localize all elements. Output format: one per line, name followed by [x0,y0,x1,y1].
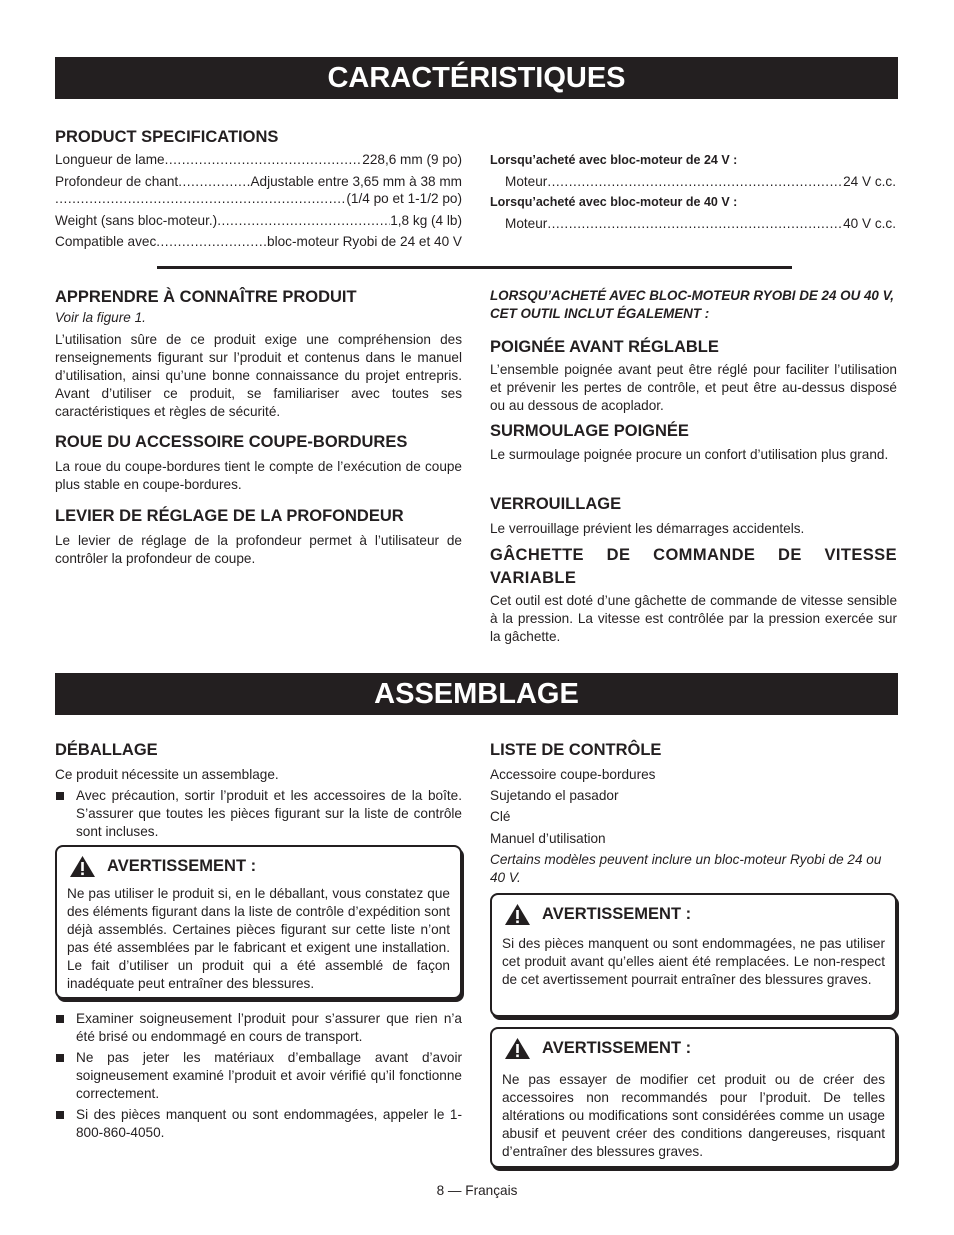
spec-value: 228,6 mm (9 po) [362,152,462,167]
caracteristiques-banner: CARACTÉRISTIQUES [55,57,898,99]
deballage-heading: DÉBALLAGE [55,741,158,759]
list-item: Si des pièces manquent ou sont endommagées, appeler le 1-800-860-4050. [55,1106,462,1142]
roue-text: La roue du coupe-bordures tient le compte de l’exécution de coupe plus stable en coupe-bordures. [55,459,462,492]
page-footer: 8 — Français [436,1183,518,1198]
checklist-note: Certains modèles peuvent inclure un bloc-moteur Ryobi de 24 ou 40 V. [490,852,882,885]
list-item: Ne pas jeter les matériaux d’emballage avant d’avoir soigneusement examiné l’produit et avoir vérifié qu’il fonctionne correctement. [55,1049,462,1103]
warning-triangle-icon [504,1037,531,1060]
spec-row-depth [55,173,462,191]
warning-box-missing-parts [490,893,897,1017]
spec-label: Longueur de lame [55,152,165,167]
figure-reference: Voir la figure 1. [55,310,146,325]
list-item: Avec précaution, sortir l’produit et les accessoires de la boîte. S’assurer que toutes les pièces figurant sur la liste de contrôle sont incluses. [55,787,462,841]
warning-header [504,1037,691,1060]
spec-value: bloc-moteur Ryobi de 24 et 40 V [267,234,462,249]
warning-triangle-icon [69,855,96,878]
assemblage-banner: ASSEMBLAGE [55,673,898,715]
spec-row-length [55,151,462,169]
warning-box-modifications [490,1027,897,1168]
list-item: Examiner soigneusement l’produit pour s’assurer que rien n’a été brisé ou endommagé en cours de transport. [55,1010,462,1046]
apprendre-text: L’utilisation sûre de ce produit exige une compréhension des renseignements figurant sur l’produit et contenus dans le manuel d’utilisation, ainsi qu’une bonne connaissance du projet entrepris. Avant d’utiliser ce produit, se familiariser avec toutes ses caractéristiques et règles de sécurité. [55,332,462,419]
spec-value: 40 V c.c. [843,216,896,231]
spec-label: Compatible avec [55,234,157,249]
warning-box-deballage [55,845,462,999]
warning-title: AVERTISSEMENT : [542,1039,692,1057]
spec-value: 1,8 kg (4 lb) [390,213,462,228]
spec-40v-heading: Lorsqu’acheté avec bloc-moteur de 40 V : [490,195,738,209]
warning-title: AVERTISSEMENT : [107,857,257,875]
spec-value: Adjustable entre 3,65 mm à 38 mm [250,174,462,189]
spec-label: Moteur [505,216,548,231]
gachette-text: Cet outil est doté d’une gâchette de commande de vitesse sensible à la pression. La vitesse est contrôlée par la pression exercée sur la gâchette. [490,593,897,644]
checklist-item: Manuel d’utilisation [490,831,606,846]
warning-text: Ne pas utiliser le produit si, en le déballant, vous constatez que des éléments figurant dans la liste de contrôle d’expédition sont déjà assemblés. Certaines pièces figurant sur cette liste n’ont pas été assemblées par le fabricant et exigent une installation. Le fait d’utiliser un produit qui a été assemblé de façon inadéquate peut entraîner des blessures. [67,886,450,991]
included-intro: LORSQU’ACHETÉ AVEC BLOC-MOTEUR RYOBI DE 24 OU 40 V, CET OUTIL INCLUT ÉGALEMENT : [490,288,895,321]
warning-text: Si des pièces manquent ou sont endommagées, ne pas utiliser cet produit avant qu’elles aient été remplacées. Le non-respect de cet avertissement pourrait entraîner des blessures graves. [502,936,885,987]
warning-text: Ne pas essayer de modifier cet produit ou de créer des accessoires non recommandés pour l’produit. De telles altérations ou modifications sont considérées comme un usage abusif et peuvent créer des conditions dangereuses, risquant d’entraîner des blessures graves. [502,1072,885,1159]
specs-heading: PRODUCT SPECIFICATIONS [55,128,279,146]
spec-row-motor-40 [505,215,896,233]
verrouillage-text: Le verrouillage prévient les démarrages accidentels. [490,521,805,536]
spec-label: Profondeur de chant [55,174,179,189]
deballage-intro: Ce produit nécessite un assemblage. [55,767,279,782]
levier-heading: LEVIER DE RÉGLAGE DE LA PROFONDEUR [55,507,404,525]
section-divider [157,266,792,269]
spec-value: 24 V c.c. [843,174,896,189]
spec-row-weight [55,212,462,230]
deballage-bullet-list-2 [55,1010,462,1145]
gachette-heading: GÂCHETTE DE COMMANDE DE VITESSE VARIABLE [490,546,897,587]
spec-value: (1/4 po et 1-1/2 po) [346,191,462,206]
levier-text: Le levier de réglage de la profondeur permet à l’utilisateur de contrôler la profondeur de coupe. [55,533,462,566]
poignee-heading: POIGNÉE AVANT RÉGLABLE [490,338,719,356]
spec-24v-heading: Lorsqu’acheté avec bloc-moteur de 24 V : [490,153,738,167]
surmoulage-text: Le surmoulage poignée procure un confort d’utilisation plus grand. [490,447,889,462]
warning-header [504,903,691,926]
spec-row-compatible [55,233,462,251]
roue-heading: ROUE DU ACCESSOIRE COUPE-BORDURES [55,433,408,451]
poignee-text: L’ensemble poignée avant peut être réglé pour faciliter l’utilisation et prévenir les pertes de contrôle, et peut être au-dessus disposé ou au dessous de acoplador. [490,362,897,413]
deballage-bullet-list [55,787,462,844]
warning-header [69,855,256,878]
spec-row-motor-24 [505,173,896,191]
warning-triangle-icon [504,903,531,926]
apprendre-heading: APPRENDRE À CONNAÎTRE PRODUIT [55,288,357,306]
liste-heading: LISTE DE CONTRÔLE [490,741,662,759]
spec-row-depth-inches [55,190,462,208]
surmoulage-heading: SURMOULAGE POIGNÉE [490,422,689,440]
checklist-item: Sujetando el pasador [490,788,619,803]
checklist-item: Accessoire coupe-bordures [490,767,656,782]
spec-label: Weight (sans bloc-moteur.) [55,213,218,228]
checklist-item: Clé [490,809,511,824]
warning-title: AVERTISSEMENT : [542,905,692,923]
spec-label: Moteur [505,174,548,189]
verrouillage-heading: VERROUILLAGE [490,495,622,513]
